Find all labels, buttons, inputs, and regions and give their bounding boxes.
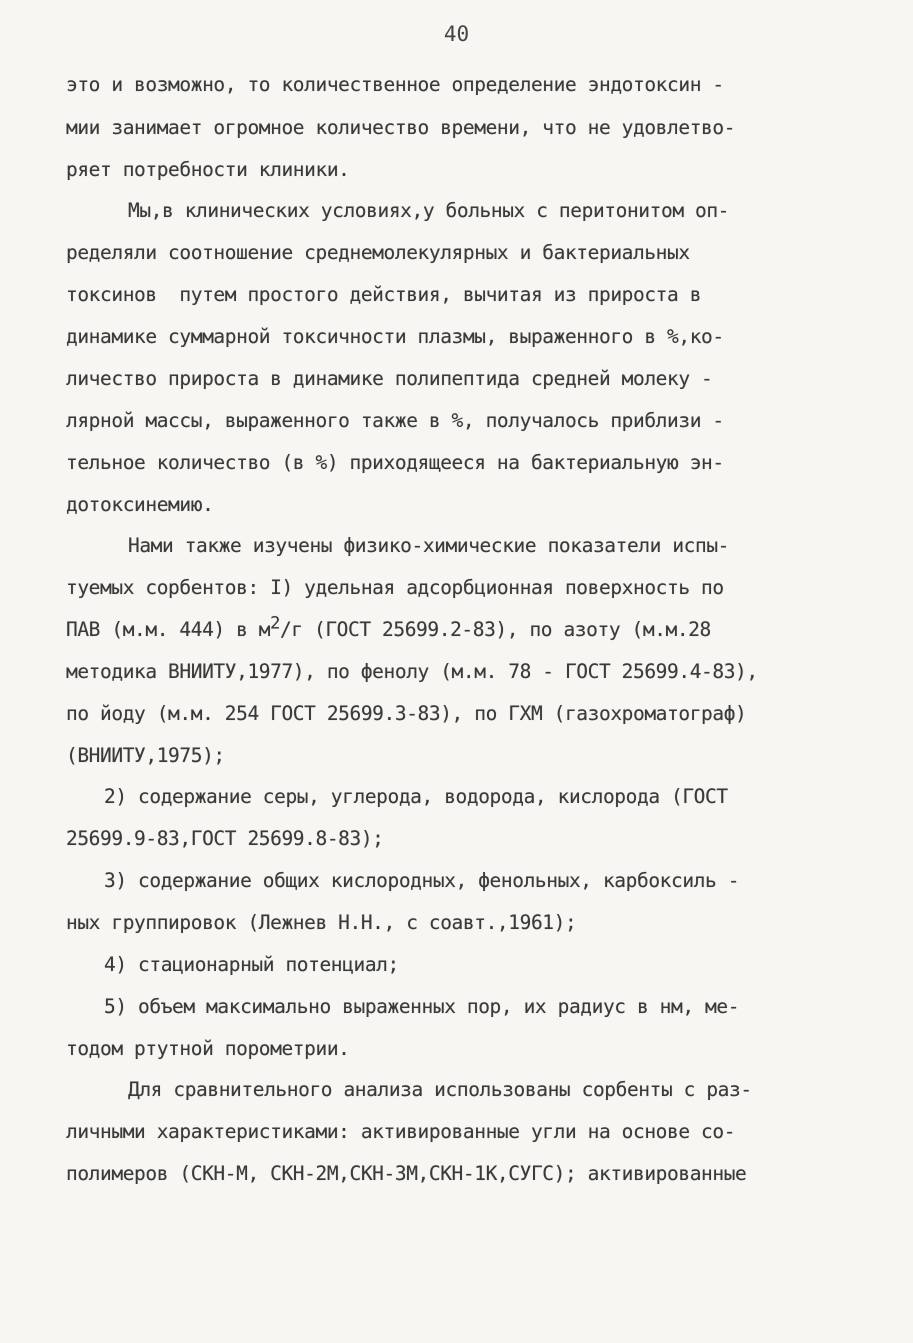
text-line: ределяли соотношение среднемолекулярных и бактериальных [66, 241, 690, 264]
list-item: 4) стационарный потенциал; [104, 953, 399, 976]
text-line: динамике суммарной токсичности плазмы, выраженного в %,ко- [66, 325, 724, 348]
list-item: 3) содержание общих кислородных, фенольных, карбоксиль - [104, 869, 740, 892]
text-line: мии занимает огромное количество времени, что не удовлетво- [66, 116, 736, 139]
text-span: /г (ГОСТ 25699.2-83), по азоту (м.м.28 [279, 618, 711, 641]
page-number: 40 [443, 22, 470, 46]
text-line: лярной массы, выраженного также в %, получалось приблизи - [66, 409, 724, 432]
superscript: 2 [270, 613, 280, 634]
list-item: 5) объем максимально выраженных пор, их радиус в нм, ме- [104, 995, 740, 1018]
text-line: это и возможно, то количественное определение эндотоксин - [66, 73, 724, 96]
text-line: ных группировок (Лежнев Н.Н., с соавт.,1961); [66, 911, 577, 934]
text-line: дотоксинемию. [66, 493, 214, 516]
text-line: тельное количество (в %) приходящееся на бактериальную эн- [66, 451, 724, 474]
text-line: личество прироста в динамике полипептида средней молеку - [66, 367, 713, 390]
text-line: Мы,в клинических условиях,у больных с перитонитом оп- [128, 199, 730, 222]
text-span: ПАВ (м.м. 444) в м [66, 618, 271, 641]
text-line: туемых сорбентов: I) удельная адсорбционная поверхность по [66, 576, 724, 599]
text-line: Нами также изучены физико-химические показатели испы- [128, 534, 730, 557]
text-line: личными характеристиками: активированные угли на основе со- [66, 1120, 736, 1143]
text-line: 25699.9-83,ГОСТ 25699.8-83); [66, 827, 384, 850]
text-line: токсинов путем простого действия, вычитая из прироста в [66, 283, 702, 306]
text-line: полимеров (СКН-М, СКН-2М,СКН-3М,СКН-1К,СУГС); активированные [66, 1162, 747, 1185]
list-item: 2) содержание серы, углерода, водорода, кислорода (ГОСТ [104, 785, 728, 808]
text-line: по йоду (м.м. 254 ГОСТ 25699.3-83), по ГХМ (газохроматограф) [66, 702, 747, 725]
text-line: (ВНИИТУ,1975); [66, 744, 225, 767]
text-line [66, 613, 841, 643]
text-line: методика ВНИИТУ,1977), по фенолу (м.м. 78 - ГОСТ 25699.4-83), [66, 660, 758, 683]
text-line: ряет потребности клиники. [66, 158, 350, 181]
text-line: Для сравнительного анализа использованы сорбенты с раз- [128, 1078, 752, 1101]
text-line: тодом ртутной порометрии. [66, 1037, 350, 1060]
